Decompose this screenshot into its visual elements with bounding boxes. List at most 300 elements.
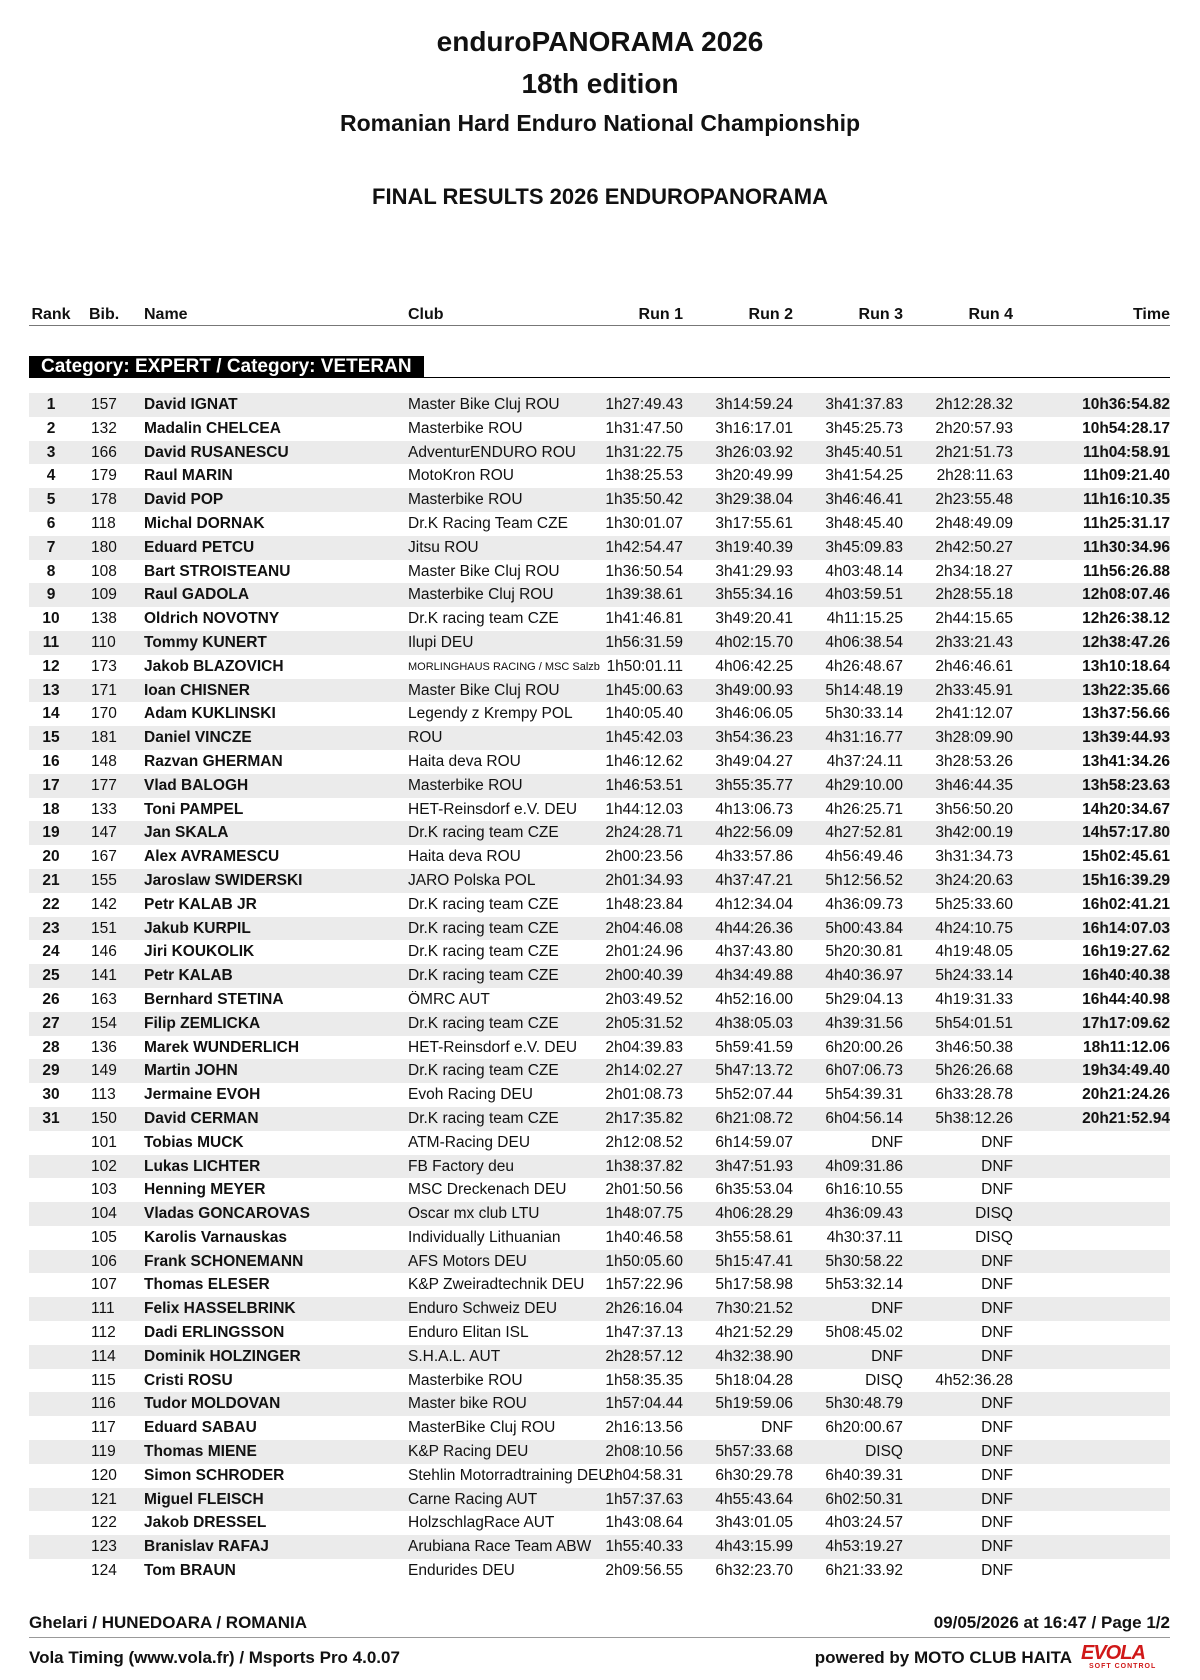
cell-run3: 4h36:09.73: [825, 895, 903, 913]
cell-run4: 6h33:28.78: [935, 1086, 1013, 1104]
category-divider: [29, 377, 1170, 378]
cell-run3: 4h27:52.81: [825, 824, 903, 842]
cell-run3: 5h20:30.81: [825, 943, 903, 961]
cell-run2: 3h49:20.41: [715, 610, 793, 628]
table-row: [29, 607, 1170, 631]
cell-run2: 4h37:47.21: [715, 871, 793, 889]
cell-name: David POP: [144, 491, 224, 509]
cell-run2: 5h15:47.41: [715, 1252, 793, 1270]
cell-run4: DNF: [981, 1419, 1013, 1437]
cell-run3: 6h21:33.92: [825, 1562, 903, 1580]
table-row: [29, 1488, 1170, 1512]
cell-run2: DNF: [761, 1419, 793, 1437]
cell-run4: DISQ: [975, 1228, 1013, 1246]
cell-bib: 110: [91, 633, 116, 651]
cell-run4: DNF: [981, 1181, 1013, 1199]
cell-bib: 109: [91, 586, 117, 604]
cell-run3: 4h56:49.46: [825, 848, 903, 866]
cell-run4: 4h19:48.05: [935, 943, 1013, 961]
cell-run1: 1h48:07.75: [605, 1205, 683, 1223]
cell-run1: 1h27:49.43: [605, 396, 683, 413]
cell-run3: 5h30:48.79: [825, 1395, 903, 1413]
cell-run3: 3h46:46.41: [825, 491, 903, 509]
table-row: [29, 488, 1170, 512]
cell-run2: 3h14:59.24: [715, 396, 793, 413]
cell-time: 11h56:26.88: [1082, 562, 1170, 580]
cell-time: 13h37:56.66: [1082, 705, 1170, 723]
cell-name: Eduard PETCU: [144, 538, 255, 556]
cell-bib: 142: [91, 895, 117, 913]
cell-run1: 2h00:23.56: [605, 848, 683, 866]
cell-run2: 4h38:05.03: [715, 1014, 793, 1032]
table-row: [29, 1345, 1170, 1369]
cell-club: Masterbike Cluj ROU: [408, 586, 554, 604]
cell-run4: 5h24:33.14: [935, 967, 1013, 985]
cell-name: Karolis Varnauskas: [144, 1228, 288, 1246]
cell-run2: 3h55:34.16: [715, 586, 793, 604]
cell-run1: 1h44:12.03: [605, 800, 683, 818]
cell-bib: 163: [91, 990, 117, 1008]
cell-run2: 3h43:01.05: [715, 1514, 793, 1532]
cell-bib: 122: [91, 1514, 117, 1532]
table-row: [29, 1083, 1170, 1107]
cell-rank: 22: [42, 895, 60, 913]
cell-run3: 6h16:10.55: [825, 1181, 903, 1199]
cell-run2: 4h33:57.86: [715, 848, 793, 866]
column-header-run4: Run 4: [968, 306, 1013, 323]
cell-run1: 1h42:54.47: [605, 538, 683, 556]
cell-bib: 106: [91, 1252, 117, 1270]
cell-name: Cristi ROSU: [144, 1371, 233, 1389]
cell-run4: 3h28:53.26: [935, 752, 1013, 770]
cell-bib: 115: [91, 1371, 116, 1389]
cell-bib: 113: [91, 1086, 116, 1104]
table-row: [29, 940, 1170, 964]
cell-rank: 27: [42, 1014, 60, 1032]
cell-run2: 5h57:33.68: [715, 1443, 793, 1461]
cell-club: Master Bike Cluj ROU: [408, 562, 560, 580]
cell-run4: DNF: [981, 1514, 1013, 1532]
cell-name: Bart STROISTEANU: [144, 562, 291, 580]
cell-club: Dr.K racing team CZE: [408, 1062, 559, 1080]
cell-run2: 4h52:16.00: [715, 990, 793, 1008]
cell-run1: 2h01:50.56: [605, 1181, 683, 1199]
cell-run4: DNF: [981, 1276, 1013, 1294]
cell-run3: 6h07:06.73: [825, 1062, 903, 1080]
cell-bib: 154: [91, 1014, 117, 1032]
cell-bib: 101: [91, 1133, 117, 1151]
cell-bib: 118: [91, 514, 116, 532]
cell-run4: DNF: [981, 1466, 1013, 1484]
cell-bib: 120: [91, 1466, 117, 1484]
cell-rank: 20: [42, 848, 60, 866]
cell-name: Tobias MUCK: [144, 1133, 244, 1151]
table-row: [29, 1369, 1170, 1393]
cell-name: Oldrich NOVOTNY: [144, 610, 280, 628]
cell-rank: 4: [46, 467, 56, 485]
cell-bib: 167: [91, 848, 117, 866]
cell-run1: 1h39:38.61: [605, 586, 683, 604]
cell-name: David IGNAT: [144, 396, 238, 413]
cell-run1: 1h31:22.75: [605, 443, 683, 461]
cell-run2: 4h22:56.09: [715, 824, 793, 842]
cell-run4: 5h26:26.68: [935, 1062, 1013, 1080]
cell-rank: 24: [42, 943, 60, 961]
cell-name: Branislav RAFAJ: [144, 1538, 269, 1556]
cell-name: Martin JOHN: [144, 1062, 238, 1080]
cell-rank: 10: [42, 610, 60, 628]
cell-run3: DISQ: [865, 1371, 903, 1389]
column-header-bib: Bib.: [89, 306, 120, 323]
cell-time: 16h44:40.98: [1082, 990, 1170, 1008]
table-row: [29, 417, 1170, 441]
cell-run4: 2h20:57.93: [935, 419, 1013, 437]
category-label: Category: EXPERT / Category: VETERAN: [29, 356, 424, 378]
table-row: [29, 464, 1170, 488]
cell-run2: 4h55:43.64: [715, 1490, 793, 1508]
cell-club: Endurides DEU: [408, 1562, 515, 1580]
cell-name: Raul MARIN: [144, 467, 233, 485]
cell-bib: 124: [91, 1562, 117, 1580]
footer-datetime-page: 09/05/2026 at 16:47 / Page 1/2: [933, 1613, 1170, 1632]
cell-run4: 2h23:55.48: [935, 491, 1013, 509]
cell-club: ATM-Racing DEU: [408, 1133, 531, 1151]
cell-bib: 114: [91, 1347, 116, 1365]
cell-run1: 1h50:01.11: [606, 657, 683, 675]
cell-run1: 1h45:00.63: [605, 681, 683, 699]
cell-run3: 3h45:09.83: [825, 538, 903, 556]
cell-bib: 148: [91, 752, 117, 770]
table-row: [29, 583, 1170, 607]
cell-run3: 4h06:38.54: [825, 633, 903, 651]
event-title: enduroPANORAMA 2026: [436, 26, 764, 57]
cell-run1: 1h46:53.51: [605, 776, 683, 794]
cell-name: Michal DORNAK: [144, 514, 265, 532]
cell-bib: 108: [91, 562, 117, 580]
cell-run4: 3h42:00.19: [935, 824, 1013, 842]
cell-run4: DNF: [981, 1538, 1013, 1556]
cell-rank: 3: [46, 443, 56, 461]
cell-run3: 3h45:25.73: [825, 419, 903, 437]
cell-bib: 171: [91, 681, 117, 699]
cell-time: 11h25:31.17: [1082, 514, 1170, 532]
cell-club: Masterbike ROU: [408, 419, 523, 437]
cell-time: 12h08:07.46: [1082, 586, 1170, 604]
cell-run4: 2h48:49.09: [935, 514, 1013, 532]
cell-run2: 6h30:29.78: [715, 1466, 793, 1484]
cell-club: JARO Polska POL: [408, 871, 536, 889]
vola-logo-mark: EVOLA: [1081, 1642, 1145, 1664]
cell-run3: 5h14:48.19: [825, 681, 903, 699]
cell-club: K&P Racing DEU: [408, 1443, 529, 1461]
cell-name: Lukas LICHTER: [144, 1157, 261, 1175]
cell-bib: 136: [91, 1038, 117, 1056]
cell-run1: 2h24:28.71: [605, 824, 683, 842]
cell-run2: 3h16:17.01: [715, 419, 793, 437]
cell-name: Petr KALAB JR: [144, 895, 257, 913]
cell-run1: 1h50:05.60: [605, 1252, 683, 1270]
cell-rank: 14: [42, 705, 60, 723]
table-row: [29, 1464, 1170, 1488]
cell-name: Dominik HOLZINGER: [144, 1347, 301, 1365]
cell-bib: 104: [91, 1205, 117, 1223]
cell-run3: 4h03:24.57: [825, 1514, 903, 1532]
cell-run2: 4h06:42.25: [715, 657, 793, 675]
cell-rank: 7: [46, 538, 56, 556]
cell-club: Dr.K Racing Team CZE: [408, 514, 568, 532]
cell-run1: 2h01:08.73: [605, 1086, 683, 1104]
cell-run2: 4h02:15.70: [715, 633, 793, 651]
cell-run3: 3h45:40.51: [825, 443, 903, 461]
cell-time: 10h36:54.82: [1082, 396, 1170, 413]
cell-name: Dadi ERLINGSSON: [144, 1324, 285, 1342]
cell-run3: 3h41:54.25: [825, 467, 903, 485]
cell-name: Petr KALAB: [144, 967, 233, 985]
cell-run4: 2h34:18.27: [935, 562, 1013, 580]
cell-run3: 4h31:16.77: [825, 729, 903, 747]
cell-run4: 2h21:51.73: [935, 443, 1013, 461]
edition-subtitle: 18th edition: [521, 68, 679, 99]
cell-run2: 3h49:00.93: [715, 681, 793, 699]
cell-run1: 2h28:57.12: [605, 1347, 683, 1365]
cell-run1: 1h57:04.44: [605, 1395, 683, 1413]
cell-run4: DNF: [981, 1490, 1013, 1508]
cell-club: FB Factory deu: [408, 1157, 514, 1175]
cell-name: Vlad BALOGH: [144, 776, 249, 794]
cell-run2: 3h41:29.93: [715, 562, 793, 580]
cell-bib: 178: [91, 491, 117, 509]
cell-run1: 1h38:37.82: [605, 1157, 683, 1175]
cell-time: 16h19:27.62: [1082, 943, 1170, 961]
cell-bib: 132: [91, 419, 117, 437]
cell-run2: 5h47:13.72: [715, 1062, 793, 1080]
cell-bib: 112: [91, 1324, 116, 1342]
cell-name: David CERMAN: [144, 1109, 259, 1127]
cell-name: Razvan GHERMAN: [144, 752, 283, 770]
table-row: [29, 1107, 1170, 1131]
cell-rank: 19: [42, 824, 60, 842]
table-row: [29, 964, 1170, 988]
cell-rank: 15: [42, 729, 60, 747]
cell-club: AdventurENDURO ROU: [408, 443, 576, 461]
column-header-name: Name: [144, 306, 188, 323]
cell-time: 13h58:23.63: [1082, 776, 1170, 794]
cell-run4: 5h25:33.60: [935, 895, 1013, 913]
cell-club: MORLINGHAUS RACING / MSC Salzb: [408, 660, 600, 673]
cell-bib: 105: [91, 1228, 117, 1246]
cell-run2: 4h43:15.99: [715, 1538, 793, 1556]
cell-name: Felix HASSELBRINK: [144, 1300, 296, 1318]
cell-run3: 4h03:59.51: [825, 586, 903, 604]
cell-club: ÖMRC AUT: [408, 990, 490, 1008]
cell-run3: DNF: [871, 1133, 903, 1151]
column-header-run3: Run 3: [858, 306, 903, 323]
cell-time: 16h02:41.21: [1082, 895, 1170, 913]
cell-name: Jaroslaw SWIDERSKI: [144, 871, 303, 889]
cell-run4: 5h54:01.51: [935, 1014, 1013, 1032]
cell-run1: 2h16:13.56: [605, 1419, 683, 1437]
table-row: [29, 1178, 1170, 1202]
cell-run3: 4h11:15.25: [826, 610, 903, 628]
cell-run4: DNF: [981, 1443, 1013, 1461]
cell-run2: 6h14:59.07: [715, 1133, 793, 1151]
cell-run2: 3h20:49.99: [715, 467, 793, 485]
cell-bib: 155: [91, 871, 117, 889]
table-row: [29, 1321, 1170, 1345]
footer-location: Ghelari / HUNEDOARA / ROMANIA: [29, 1613, 308, 1632]
table-row: [29, 726, 1170, 750]
table-row: [29, 1392, 1170, 1416]
cell-club: Dr.K racing team CZE: [408, 895, 559, 913]
cell-time: 15h16:39.29: [1082, 871, 1170, 889]
cell-bib: 111: [91, 1300, 115, 1318]
cell-name: Toni PAMPEL: [144, 800, 244, 818]
cell-club: MasterBike Cluj ROU: [408, 1419, 556, 1437]
cell-time: 13h39:44.93: [1082, 729, 1170, 747]
cell-run4: 2h12:28.32: [935, 396, 1013, 413]
cell-bib: 119: [91, 1443, 116, 1461]
cell-club: Masterbike ROU: [408, 491, 523, 509]
cell-rank: 17: [42, 776, 60, 794]
table-row: [29, 536, 1170, 560]
cell-time: 13h10:18.64: [1082, 657, 1170, 675]
cell-bib: 121: [91, 1490, 117, 1508]
cell-run3: 4h09:31.86: [825, 1157, 903, 1175]
cell-run2: 3h17:55.61: [715, 514, 793, 532]
cell-run4: 2h33:45.91: [935, 681, 1013, 699]
cell-run2: 4h21:52.29: [715, 1324, 793, 1342]
cell-run1: 2h00:40.39: [605, 967, 683, 985]
cell-rank: 23: [42, 919, 60, 937]
cell-run1: 1h58:35.35: [605, 1371, 683, 1389]
cell-run2: 5h17:58.98: [715, 1276, 793, 1294]
cell-bib: 173: [91, 657, 117, 675]
table-row: [29, 1297, 1170, 1321]
cell-run4: 3h46:50.38: [935, 1038, 1013, 1056]
cell-name: Tudor MOLDOVAN: [144, 1395, 281, 1413]
cell-run4: 4h52:36.28: [935, 1371, 1013, 1389]
cell-run4: DNF: [981, 1157, 1013, 1175]
cell-bib: 170: [91, 705, 117, 723]
cell-run2: 4h06:28.29: [715, 1205, 793, 1223]
table-row: [29, 917, 1170, 941]
championship-title: Romanian Hard Enduro National Championship: [339, 110, 861, 136]
cell-bib: 116: [91, 1395, 116, 1413]
table-row: [29, 702, 1170, 726]
cell-club: Carne Racing AUT: [408, 1490, 538, 1508]
cell-run1: 2h01:24.96: [605, 943, 683, 961]
cell-run1: 1h40:05.40: [605, 705, 683, 723]
cell-time: 11h30:34.96: [1082, 538, 1170, 556]
table-row: [29, 1036, 1170, 1060]
cell-run4: 4h24:10.75: [935, 919, 1013, 937]
cell-name: Eduard SABAU: [144, 1419, 257, 1437]
table-row: [29, 1273, 1170, 1297]
cell-run1: 2h04:46.08: [605, 919, 683, 937]
cell-run2: 6h35:53.04: [715, 1181, 793, 1199]
cell-run3: DISQ: [865, 1443, 903, 1461]
table-row: [29, 512, 1170, 536]
cell-rank: 8: [46, 562, 56, 580]
cell-rank: 12: [42, 657, 60, 675]
vola-logo: [1081, 1642, 1171, 1672]
table-row: [29, 631, 1170, 655]
cell-run1: 1h31:47.50: [605, 419, 683, 437]
cell-rank: 11: [42, 633, 60, 651]
cell-club: Master Bike Cluj ROU: [408, 396, 560, 413]
cell-bib: 149: [91, 1062, 117, 1080]
cell-club: Jitsu ROU: [408, 538, 479, 556]
cell-club: Dr.K racing team CZE: [408, 967, 559, 985]
cell-club: Dr.K racing team CZE: [408, 1014, 559, 1032]
cell-time: 16h14:07.03: [1082, 919, 1170, 937]
cell-run3: 6h04:56.14: [825, 1109, 903, 1127]
cell-club: K&P Zweiradtechnik DEU: [408, 1276, 585, 1294]
cell-time: 10h54:28.17: [1082, 419, 1170, 437]
cell-run1: 1h40:46.58: [605, 1228, 683, 1246]
cell-name: Frank SCHONEMANN: [144, 1252, 304, 1270]
cell-name: Raul GADOLA: [144, 586, 250, 604]
cell-run3: DNF: [871, 1347, 903, 1365]
cell-bib: 147: [91, 824, 117, 842]
table-row: [29, 1059, 1170, 1083]
cell-run1: 1h48:23.84: [605, 895, 683, 913]
cell-run1: 2h26:16.04: [605, 1300, 683, 1318]
cell-run1: 1h56:31.59: [605, 633, 683, 651]
cell-name: Jakub KURPIL: [144, 919, 251, 937]
cell-run2: 4h13:06.73: [715, 800, 793, 818]
cell-run1: 2h05:31.52: [605, 1014, 683, 1032]
cell-name: Alex AVRAMESCU: [144, 848, 280, 866]
cell-club: Evoh Racing DEU: [408, 1086, 533, 1104]
cell-rank: 16: [42, 752, 60, 770]
cell-time: 11h09:21.40: [1082, 467, 1170, 485]
cell-run3: 5h30:58.22: [825, 1252, 903, 1270]
cell-bib: 133: [91, 800, 117, 818]
cell-run1: 1h41:46.81: [605, 610, 683, 628]
cell-time: 14h20:34.67: [1082, 800, 1170, 818]
cell-time: 20h21:52.94: [1082, 1109, 1170, 1127]
cell-time: 18h11:12.06: [1082, 1038, 1170, 1056]
cell-run3: 4h39:31.56: [825, 1014, 903, 1032]
cell-club: MSC Dreckenach DEU: [408, 1181, 567, 1199]
table-row: [29, 1012, 1170, 1036]
cell-rank: 1: [46, 396, 56, 413]
cell-bib: 151: [91, 919, 117, 937]
cell-name: Filip ZEMLICKA: [144, 1014, 261, 1032]
cell-name: Simon SCHRODER: [144, 1466, 285, 1484]
cell-run1: 2h17:35.82: [605, 1109, 683, 1127]
cell-rank: 30: [42, 1086, 60, 1104]
cell-run1: 2h01:34.93: [605, 871, 683, 889]
cell-club: Ilupi DEU: [408, 633, 474, 651]
cell-run4: 3h56:50.20: [935, 800, 1013, 818]
cell-time: 13h41:34.26: [1082, 752, 1170, 770]
cell-run3: 4h40:36.97: [825, 967, 903, 985]
cell-run1: 1h57:37.63: [605, 1490, 683, 1508]
cell-rank: 13: [42, 681, 60, 699]
cell-run2: 4h37:43.80: [715, 943, 793, 961]
cell-time: 19h34:49.40: [1082, 1062, 1170, 1080]
cell-club: Dr.K racing team CZE: [408, 1109, 559, 1127]
cell-club: Enduro Elitan ISL: [408, 1324, 529, 1342]
cell-bib: 166: [91, 443, 117, 461]
cell-run2: 4h44:26.36: [715, 919, 793, 937]
cell-run1: 1h55:40.33: [605, 1538, 683, 1556]
cell-name: David RUSANESCU: [144, 443, 289, 461]
cell-run1: 2h08:10.56: [605, 1443, 683, 1461]
column-header-row: [29, 306, 1170, 326]
